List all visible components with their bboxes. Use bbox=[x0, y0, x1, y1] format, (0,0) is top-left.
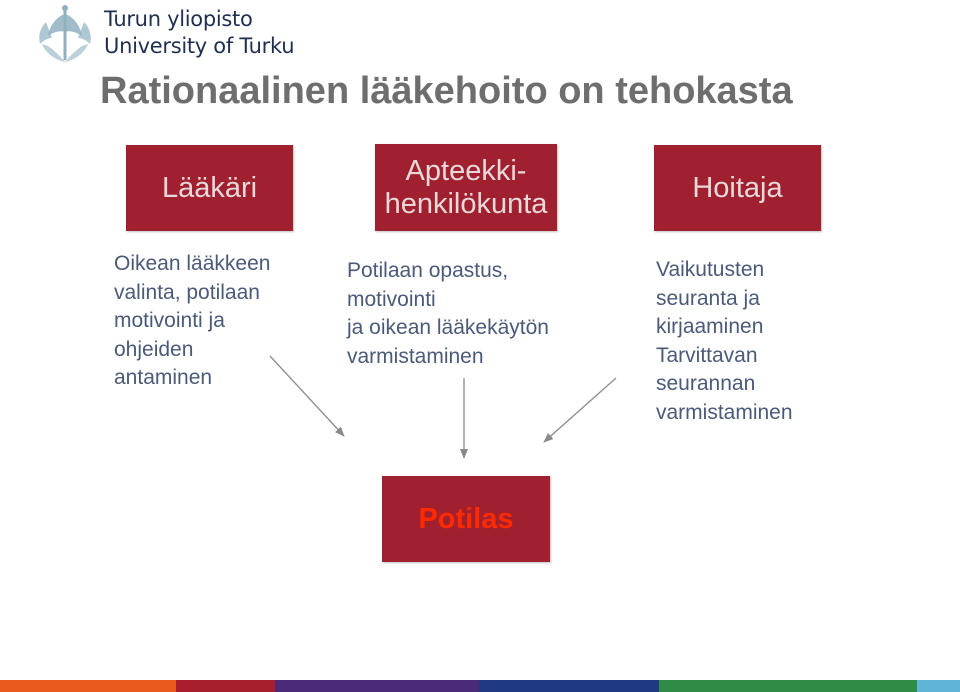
desc-line: ja oikean lääkekäytön bbox=[347, 316, 549, 339]
box-apteekki-label: Apteekki- henkilökunta bbox=[384, 154, 548, 220]
box-hoitaja bbox=[654, 145, 821, 231]
desc-line: motivointi bbox=[347, 287, 436, 311]
desc-line: Tarvittavan bbox=[656, 343, 758, 367]
torch-emblem-icon bbox=[34, 2, 96, 66]
footer-segment bbox=[479, 680, 659, 692]
box-apteekki bbox=[375, 144, 557, 231]
logo-text-finnish: Turun yliopisto bbox=[104, 7, 253, 31]
desc-line: Oikean lääkkeen bbox=[114, 252, 271, 275]
footer-segment bbox=[659, 680, 917, 692]
desc-line: Potilaan opastus, bbox=[347, 259, 509, 282]
university-logo bbox=[34, 2, 295, 66]
desc-line: kirjaaminen bbox=[656, 315, 764, 338]
desc-hoitaja bbox=[656, 256, 793, 427]
box-hoitaja-label: Hoitaja bbox=[692, 171, 783, 204]
footer-segment bbox=[0, 680, 176, 692]
box-potilas bbox=[382, 476, 550, 562]
desc-line: seurannan bbox=[656, 372, 756, 395]
footer-segment bbox=[275, 680, 479, 692]
arrow-right bbox=[544, 378, 616, 442]
desc-line: antaminen bbox=[114, 366, 213, 389]
box-laakari-label: Lääkäri bbox=[161, 171, 258, 204]
arrow-left bbox=[270, 356, 344, 436]
desc-line: Vaikutusten bbox=[656, 258, 765, 281]
desc-apteekki bbox=[347, 257, 549, 371]
desc-line: motivointi ja bbox=[114, 309, 225, 332]
desc-line: seuranta ja bbox=[656, 286, 760, 310]
desc-line: varmistaminen bbox=[347, 344, 484, 368]
desc-line: valinta, potilaan bbox=[114, 280, 260, 304]
page-title: Rationaalinen lääkehoito on tehokasta bbox=[100, 70, 793, 112]
logo-text-english: University of Turku bbox=[104, 34, 295, 58]
desc-line: ohjeiden bbox=[114, 337, 194, 361]
footer-color-bar bbox=[0, 680, 960, 692]
box-potilas-label: Potilas bbox=[418, 502, 514, 535]
footer-segment bbox=[176, 680, 275, 692]
footer-segment bbox=[917, 680, 960, 692]
box-laakari bbox=[126, 145, 293, 231]
desc-laakari bbox=[114, 250, 270, 393]
desc-line: varmistaminen bbox=[656, 400, 793, 424]
